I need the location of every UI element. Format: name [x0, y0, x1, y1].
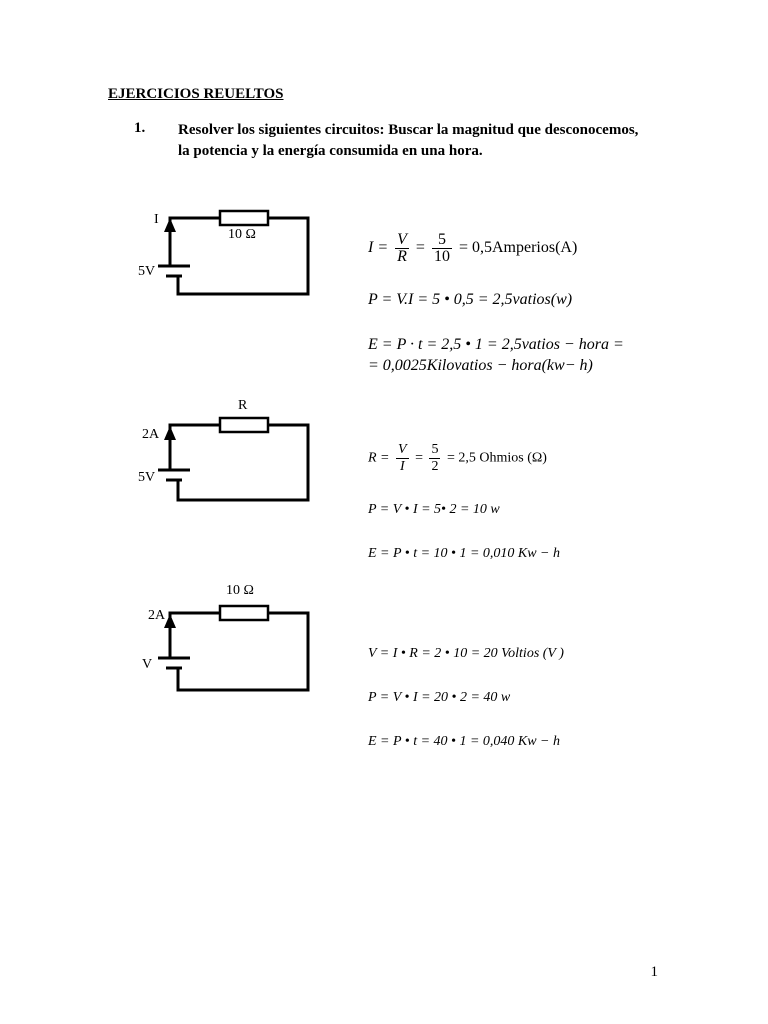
- circuit-3-resistor-label: 10 Ω: [226, 583, 254, 598]
- circuit-1-energy-equation-line-1: E = P · t = 2,5 • 1 = 2,5vatios − hora =: [368, 336, 624, 353]
- circuit-3-energy-equation: E = P • t = 40 • 1 = 0,040 Kw − h: [368, 734, 561, 749]
- section-heading: EJERCICIOS REUELTOS: [108, 86, 284, 102]
- circuit-3-wire-right: [178, 613, 308, 690]
- circuit-1-resistor-label: 10 Ω: [228, 227, 256, 242]
- page-number: 1: [650, 964, 658, 980]
- fraction-denominator: 10: [433, 248, 450, 265]
- fraction-numerator: 5: [431, 442, 439, 457]
- circuit-1-current-label: I: [154, 212, 159, 227]
- fraction-numerator: 5: [432, 232, 452, 249]
- circuit-3-voltage-label: V: [142, 657, 153, 672]
- fraction-numerator: V: [397, 231, 407, 248]
- circuit-3-power-equation: P = V • I = 20 • 2 = 40 w: [368, 690, 511, 705]
- question-line-1: Resolver los siguientes circuitos: Buscar la magnitud que desconocemos,: [178, 122, 639, 138]
- eq-result: = 0,5Amperios(A): [458, 239, 578, 257]
- circuit-2-power-equation: P = V • I = 5• 2 = 10 w: [368, 502, 500, 517]
- circuit-3-resistor: [220, 606, 268, 620]
- fraction-numerator: V: [398, 442, 407, 457]
- eq-equals: =: [415, 450, 423, 466]
- circuit-3-arrow-head: [164, 614, 176, 628]
- circuit-2-voltage-label: 5V: [138, 470, 156, 485]
- question-line-2: la potencia y la energía consumida en una hora.: [178, 143, 483, 159]
- circuit-1-voltage-label: 5V: [138, 264, 156, 279]
- eq-lhs: R =: [368, 450, 390, 466]
- fraction-denominator: R: [397, 248, 407, 265]
- eq-lhs: I =: [368, 239, 389, 257]
- fraction-denominator: 2: [431, 459, 439, 474]
- fraction-denominator: I: [399, 459, 405, 474]
- circuit-2-energy-equation: E = P • t = 10 • 1 = 0,010 Kw − h: [368, 546, 561, 561]
- question-number: 1.: [134, 120, 146, 136]
- eq-result: = 2,5 Ohmios (Ω): [446, 450, 547, 466]
- circuit-1-power-equation: P = V.I = 5 • 0,5 = 2,5vatios(w): [368, 291, 573, 308]
- circuit-3-current-label: 2A: [148, 608, 166, 623]
- circuit-2-current-label: 2A: [142, 427, 160, 442]
- circuit-1-energy-equation-line-2: = 0,0025Kilovatios − hora(kw− h): [368, 357, 593, 374]
- eq-equals: =: [415, 239, 425, 257]
- circuit-2-resistor-label: R: [238, 398, 248, 413]
- circuit-3-wire: [170, 613, 220, 638]
- circuit-3-voltage-equation: V = I • R = 2 • 10 = 20 Voltios (V ): [368, 646, 564, 661]
